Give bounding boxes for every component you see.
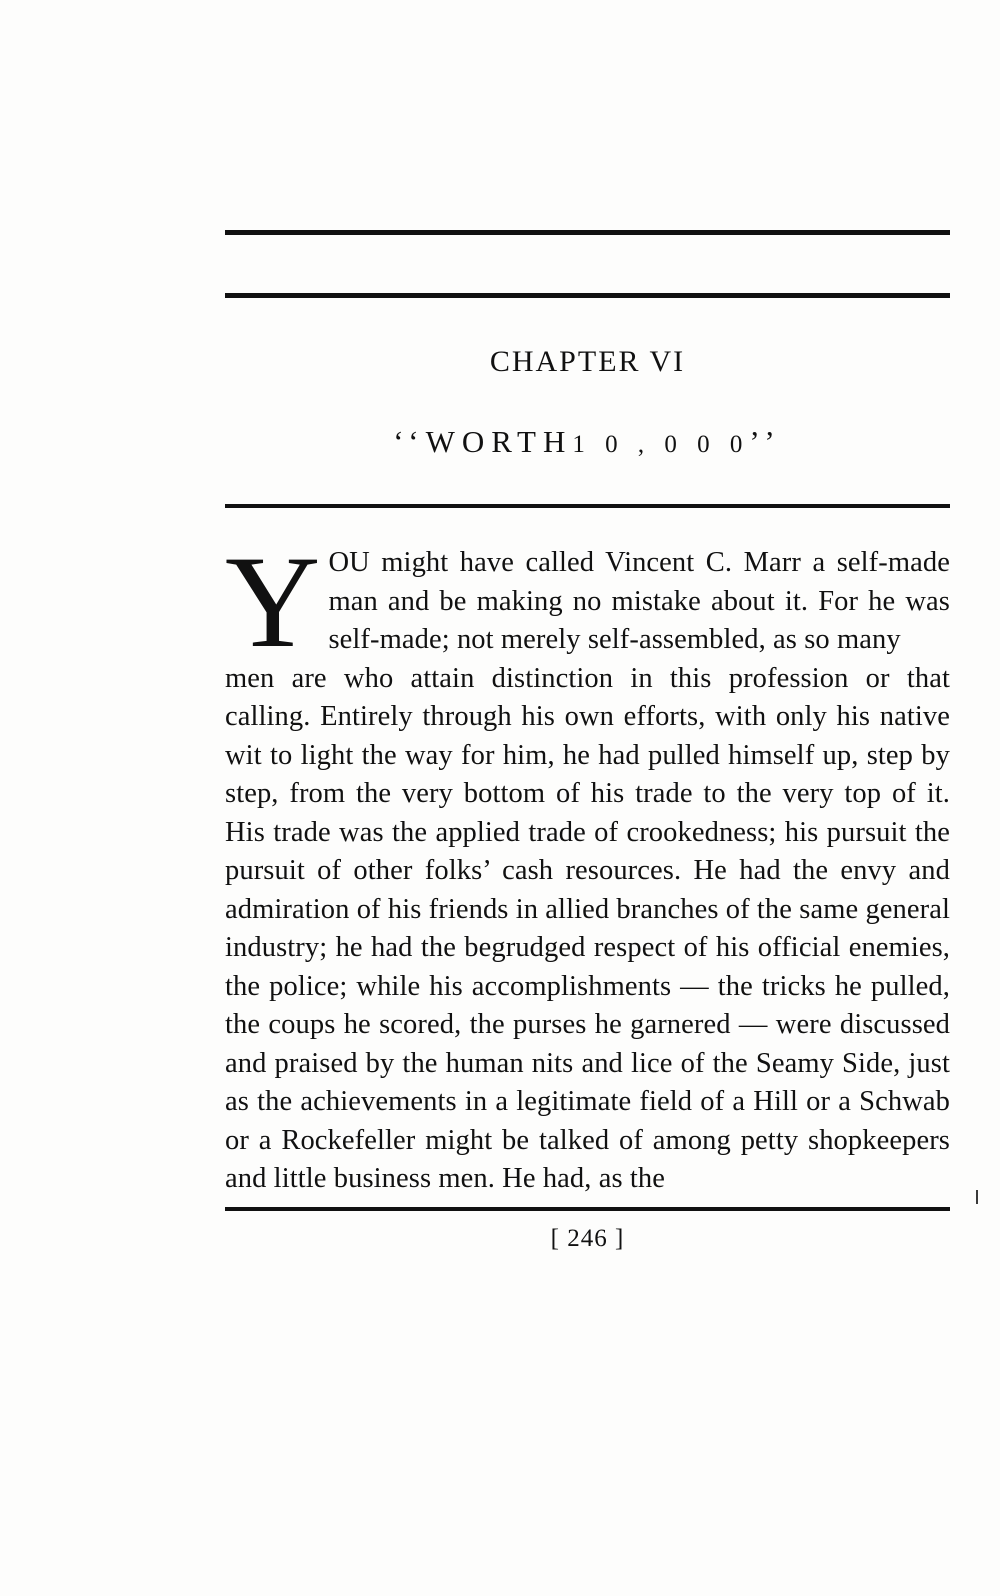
- header-rule-second: [225, 293, 950, 298]
- chapter-title-close-quote: ’’: [749, 424, 782, 459]
- title-rule-bottom: [225, 504, 950, 508]
- header-rule-top: [225, 230, 950, 235]
- page-number: [ 246 ]: [550, 1224, 625, 1252]
- body-first-lines: OU might have called Vincent C. Marr a self-made man and be making no mistake about it. For he was self-made; not merely self-assembled, as so many: [328, 547, 950, 655]
- page-content: [225, 230, 950, 1253]
- body-remaining-text: men are who attain distinction in this profession or that calling. Entirely through his own efforts, with only his native wit to light the way for him, he had pulled himself up, step by step, from the very bottom of his trade to the very top of it. His trade was the applied trade of crookedness; his pursuit the pursuit of other folks’ cash resources. He had the envy and admiration of his friends in allied branches of the same general industry; he had the begrudged respect of his official enemies, the police; while his accomplishments — the tricks he pulled, the coups he scored, the purses he garnered — were discussed and praised by the human nits and lice of the Seamy Side, just as the achievements in a legitimate field of a Hill or a Schwab or a Rockefeller might be talked of among petty shopkeepers and little business men. He had, as the: [225, 662, 950, 1194]
- footer-rule: [225, 1207, 950, 1211]
- body-text: [225, 528, 950, 1199]
- chapter-label: CHAPTER VI: [489, 345, 686, 378]
- chapter-title-word: WORTH: [425, 424, 573, 459]
- page-speck: [976, 1190, 978, 1204]
- chapter-title: [225, 424, 950, 460]
- chapter-title-number: 1 0 , 0 0 0: [572, 431, 750, 458]
- drop-cap: Y: [225, 528, 321, 675]
- chapter-title-open-quote: ‘‘: [393, 424, 426, 459]
